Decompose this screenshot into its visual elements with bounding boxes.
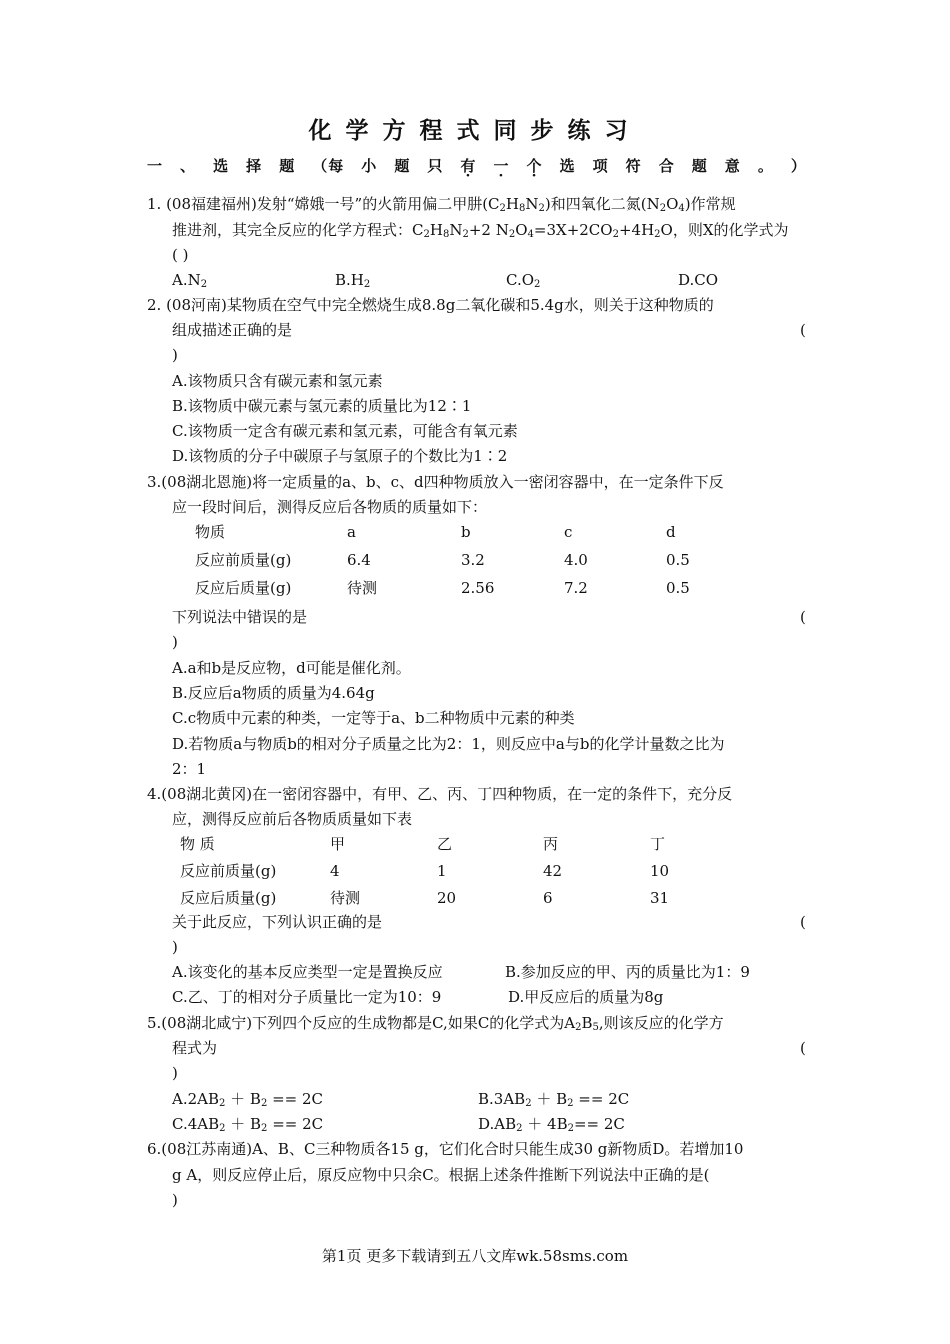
table-cell: 1 bbox=[437, 862, 447, 880]
section-char: （每 bbox=[312, 157, 345, 175]
q1-option-a: $A.N_2$ bbox=[172, 271, 208, 290]
table-cell: 丙 bbox=[543, 835, 559, 853]
q4-option-b: B.参加反应的甲、丙的质量比为1：9 bbox=[505, 963, 750, 981]
section-char: 择 bbox=[246, 157, 263, 175]
q5-option-c: $C.4AB_2 + B_2 == 2C$ bbox=[172, 1115, 324, 1134]
page-title: 化学方程式同步练习 bbox=[308, 117, 642, 144]
q5-paren-open: ( bbox=[800, 1039, 806, 1057]
section-char: ） bbox=[790, 157, 807, 175]
q1-answer-paren: ( ) bbox=[172, 246, 189, 264]
q2-line-1: 2. (08河南)某物质在空气中完全燃烧生成8.8g二氧化碳和5.4g水，则关于这种物质的 bbox=[147, 296, 714, 314]
section-char: 选 bbox=[213, 157, 230, 175]
table-cell: 42 bbox=[543, 862, 563, 880]
table-cell: 反应后质量(g) bbox=[180, 889, 277, 907]
q5-option-b: $B.3AB_2 + B_2 == 2C$ bbox=[478, 1090, 630, 1109]
q3-paren-open: ( bbox=[800, 608, 806, 626]
q1-line-1: 1. (08福建福州)发射“嫦娥一号”的火箭用偏二甲肼$(C_2H_8N_2)$和四氧化二氮$(N_2O_4)$作常规 bbox=[147, 195, 736, 214]
q4-option-d: D.甲反应后的质量为8g bbox=[508, 988, 664, 1006]
table-cell: 4 bbox=[330, 862, 340, 880]
table-cell: 6.4 bbox=[347, 551, 371, 569]
q5-option-a: $A.2AB_2 + B_2 == 2C$ bbox=[172, 1090, 324, 1109]
section-char: 有 · bbox=[460, 155, 476, 176]
table-cell: 甲 bbox=[330, 835, 346, 853]
q2-option-a: A.该物质只含有碳元素和氢元素 bbox=[172, 372, 383, 390]
q4-option-a: A.该变化的基本反应类型一定是置换反应 bbox=[172, 963, 443, 981]
section-char: 意 bbox=[724, 157, 741, 175]
table-cell: 反应前质量(g) bbox=[180, 862, 277, 880]
table-cell: 31 bbox=[650, 889, 670, 907]
q6-line-2: g A，则反应停止后，原反应物中只余C。根据上述条件推断下列说法中正确的是( bbox=[172, 1166, 710, 1184]
q1-option-c: $C.O_2$ bbox=[506, 271, 541, 290]
q3-paren-close: ) bbox=[172, 633, 178, 651]
q4-line-1: 4.(08湖北黄冈)在一密闭容器中，有甲、乙、丙、丁四种物质，在一定的条件下，充分反 bbox=[147, 785, 733, 803]
section-char: 题 bbox=[394, 157, 411, 175]
q3-option-d-cont: 2：1 bbox=[172, 760, 207, 778]
q2-option-d: D.该物质的分子中碳原子与氢原子的个数比为1∶2 bbox=[172, 447, 508, 465]
section-char: 选 bbox=[559, 157, 576, 175]
table-cell: 丁 bbox=[650, 835, 666, 853]
q6-line-1: 6.(08江苏南通)A、B、C三种物质各15 g，它们化合时只能生成30 g新物质D。若增加10 bbox=[147, 1140, 744, 1158]
q1-line-2: 推进剂，其完全反应的化学方程式：$C_2H_8N_2+2$ $N_2O_4=3X+2CO_2+4H_2O$，则X的化学式为 bbox=[172, 221, 789, 240]
page-footer: 第1页 更多下载请到五八文库wk.58sms.com bbox=[321, 1247, 629, 1265]
section-char: 合 bbox=[658, 157, 675, 175]
table-cell: 待测 bbox=[347, 579, 378, 597]
q3-option-c: C.c物质中元素的种类，一定等于a、b二种物质中元素的种类 bbox=[172, 709, 575, 727]
table-cell: d bbox=[666, 523, 676, 541]
table-cell: 4.0 bbox=[564, 551, 588, 569]
q1-option-d: D.CO bbox=[678, 271, 719, 289]
section-char: 只 bbox=[427, 157, 444, 175]
q3-line-3: 下列说法中错误的是 bbox=[172, 608, 308, 626]
q5-line-2: 程式为 bbox=[172, 1039, 218, 1057]
q2-option-c: C.该物质一定含有碳元素和氢元素，可能含有氧元素 bbox=[172, 422, 518, 440]
section-char: 题 bbox=[691, 157, 708, 175]
q5-option-d: $D.AB_2 + 4B_2== 2C$ bbox=[478, 1115, 625, 1134]
table-cell: 物质 bbox=[195, 523, 226, 541]
table-cell: b bbox=[461, 523, 471, 541]
table-cell: 反应前质量(g) bbox=[195, 551, 292, 569]
table-cell: c bbox=[564, 523, 573, 541]
table-cell: 3.2 bbox=[461, 551, 485, 569]
q1-option-b: $B.H_2$ bbox=[335, 271, 371, 290]
table-cell: 0.5 bbox=[666, 579, 690, 597]
section-char: 符 bbox=[625, 157, 642, 175]
section-char: 一 bbox=[147, 157, 164, 175]
q2-paren-open: ( bbox=[800, 321, 806, 339]
section-heading bbox=[147, 155, 807, 176]
q3-line-1: 3.(08湖北恩施)将一定质量的a、b、c、d四种物质放入一密闭容器中，在一定条件下反 bbox=[147, 473, 724, 491]
table-cell: 待测 bbox=[330, 889, 361, 907]
table-cell: 6 bbox=[543, 889, 553, 907]
table-cell: 反应后质量(g) bbox=[195, 579, 292, 597]
section-char: 个 · bbox=[527, 155, 543, 176]
q6-paren-close: ) bbox=[172, 1191, 178, 1209]
table-cell: 物 质 bbox=[180, 835, 215, 853]
q5-line-1: 5.(08湖北咸宁)下列四个反应的生成物都是C,如果C的化学式为$A_2B_5$,则该反应的化学方 bbox=[147, 1014, 724, 1033]
q2-option-b: B.该物质中碳元素与氢元素的质量比为12∶1 bbox=[172, 397, 472, 415]
q5-paren-close: ) bbox=[172, 1064, 178, 1082]
table-cell: 乙 bbox=[437, 835, 453, 853]
table-cell: a bbox=[347, 523, 356, 541]
section-char: 项 bbox=[592, 157, 609, 175]
q3-line-2: 应一段时间后，测得反应后各物质的质量如下： bbox=[172, 498, 488, 516]
q4-option-c: C.乙、丁的相对分子质量比一定为10：9 bbox=[172, 988, 442, 1006]
q4-line-3: 关于此反应，下列认识正确的是 bbox=[172, 913, 383, 931]
section-char: 、 bbox=[180, 157, 197, 175]
table-cell: 2.56 bbox=[461, 579, 495, 597]
q4-paren-close: ) bbox=[172, 938, 178, 956]
q2-paren-close: ) bbox=[172, 346, 178, 364]
q4-line-2: 应，测得反应前后各物质质量如下表 bbox=[172, 810, 413, 828]
q4-paren-open: ( bbox=[800, 913, 806, 931]
q3-option-d: D.若物质a与物质b的相对分子质量之比为2：1，则反应中a与b的化学计量数之比为 bbox=[172, 735, 725, 753]
q3-option-b: B.反应后a物质的质量为4.64g bbox=[172, 684, 375, 702]
table-cell: 0.5 bbox=[666, 551, 690, 569]
section-char: 。 bbox=[757, 157, 774, 175]
table-cell: 7.2 bbox=[564, 579, 588, 597]
section-char: 小 bbox=[361, 157, 378, 175]
table-cell: 10 bbox=[650, 862, 670, 880]
q3-option-a: A.a和b是反应物，d可能是催化剂。 bbox=[172, 659, 411, 677]
section-char: 一 · bbox=[493, 155, 509, 176]
table-cell: 20 bbox=[437, 889, 457, 907]
section-char: 题 bbox=[279, 157, 296, 175]
q2-line-2: 组成描述正确的是 bbox=[172, 321, 293, 339]
